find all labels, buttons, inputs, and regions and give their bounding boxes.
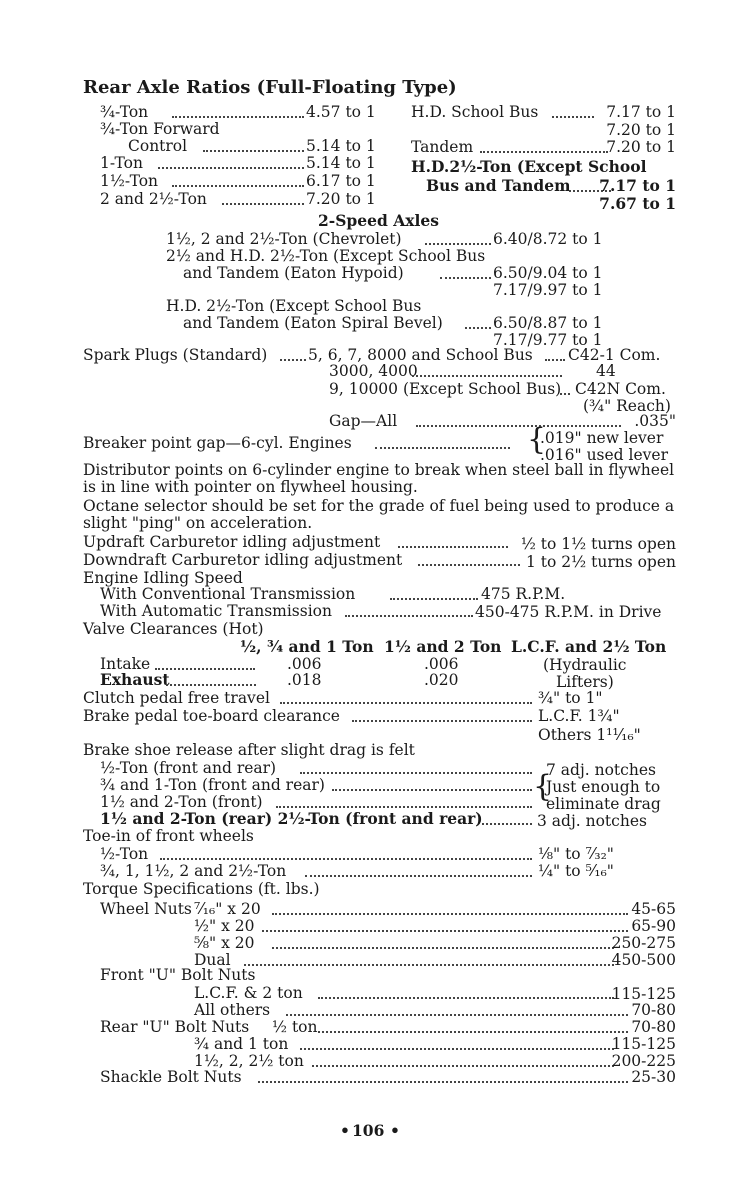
dot-leader [352,719,532,722]
brake-shoe-label: 1½ and 2-Ton (rear) 2½-Ton (front and rear) [100,809,483,828]
dot-leader [272,946,614,949]
axle-right-label: H.D. School Bus [411,103,539,121]
idle-heading: Engine Idling Speed [83,569,243,587]
breaker-label: Breaker point gap—6-cyl. Engines [83,434,352,452]
torque-value: 450-500 [611,951,676,969]
brake-pedal-value: Others 1¹¹⁄₁₆" [538,726,641,744]
spark-plugs-row-label: 5, 6, 7, 8000 and School Bus [308,346,533,364]
updraft-label: Updraft Carburetor idling adjustment [83,533,381,551]
front-u-bolt-label: Front "U" Bolt Nuts [100,966,256,984]
valve-col-header: ½, ¾ and 1 Ton [240,637,374,656]
two-speed-value: 6.40/8.72 to 1 [493,230,603,248]
dot-leader [345,614,473,617]
dot-leader [203,149,304,152]
brake-shoe-value: 7 adj. notches [546,761,656,779]
breaker-used: .016" used lever [540,446,668,464]
distributor-line: Distributor points on 6-cylinder engine to break when steel ball in flywheel [83,461,675,479]
two-speed-label: 2½ and H.D. 2½-Ton (Except School Bus [166,247,486,265]
torque-size: All others [194,1001,271,1019]
torque-size: ¾ and 1 ton [194,1035,289,1053]
torque-value: 250-275 [611,934,676,952]
torque-value: 115-125 [611,1035,676,1053]
brake-shoe-heading: Brake shoe release after slight drag is felt [83,741,415,759]
torque-value: 45-65 [631,900,676,918]
axle-right-value: 7.20 to 1 [606,121,676,139]
brace: { [533,769,553,804]
dot-leader [280,358,306,361]
axle-left-value: 7.20 to 1 [306,190,376,208]
axle-left-value: 6.17 to 1 [306,172,376,190]
valve-lifters: Lifters) [556,673,614,691]
distributor-line: is in line with pointer on flywheel housing. [83,478,418,496]
toe-in-heading: Toe-in of front wheels [83,827,254,845]
page-number-bullet: • [390,1121,400,1140]
dot-leader [390,597,478,600]
axle-right-label: Tandem [411,138,474,156]
dot-leader [158,166,304,169]
dot-leader [172,184,304,187]
two-speed-label: and Tandem (Eaton Hypoid) [183,264,404,282]
breaker-new: .019" new lever [540,429,664,447]
torque-heading: Torque Specifications (ft. lbs.) [83,880,320,898]
page-number-bullet: • [340,1121,350,1140]
valve-intake-label: Intake [100,655,151,673]
valve-exhaust-label: Exhaust [100,670,170,689]
dot-leader [276,805,532,808]
dot-leader [262,929,628,932]
dot-leader [172,115,304,118]
dot-leader [305,874,532,877]
spark-plugs-row-label: 3000, 4000 [329,362,418,380]
dot-leader [375,446,510,449]
page-number: 106 [352,1121,385,1140]
torque-size: Dual [194,951,231,969]
brake-pedal-value: L.C.F. 1¾" [538,707,620,725]
dot-leader [318,996,614,999]
spark-plugs-label: Spark Plugs (Standard) [83,346,268,364]
dot-leader [222,202,304,205]
wheel-nuts-label: Wheel Nuts [100,900,192,918]
torque-value: 70-80 [631,1018,676,1036]
valve-intake-v1: .006 [287,655,322,673]
brake-shoe-value: eliminate drag [546,795,661,813]
torque-size: 1½, 2, 2½ ton [194,1052,304,1070]
axle-right-value: 7.20 to 1 [606,138,676,156]
two-speed-label: and Tandem (Eaton Spiral Bevel) [183,314,443,332]
dot-leader [412,374,562,377]
brake-shoe-label: ½-Ton (front and rear) [100,759,277,777]
torque-value: 70-80 [631,1001,676,1019]
axle-left-label: Control [128,137,188,155]
octane-line: slight "ping" on acceleration. [83,514,313,532]
two-speed-label: H.D. 2½-Ton (Except School Bus [166,297,422,315]
torque-value: 65-90 [631,917,676,935]
shackle-label: Shackle Bolt Nuts [100,1068,242,1086]
brake-shoe-label: 1½ and 2-Ton (front) [100,793,263,811]
two-speed-label: 1½, 2 and 2½-Ton (Chevrolet) [166,230,402,248]
dot-leader [244,963,614,966]
valve-intake-v2: .006 [424,655,459,673]
brake-shoe-value: 3 adj. notches [537,812,647,830]
dot-leader [286,1013,628,1016]
axle-left-label: 1-Ton [100,154,143,172]
spark-plugs-row-value: C42N Com. [575,380,666,398]
clutch-label: Clutch pedal free travel [83,689,270,707]
axle-right-value: 7.17 to 1 [606,103,676,121]
axle-left-value: 5.14 to 1 [306,154,376,172]
toe-in-value: ⅛" to ⁷⁄₃₂" [538,845,614,863]
section-title-rear-axle: Rear Axle Ratios (Full-Floating Type) [83,77,457,98]
two-speed-value: 7.17/9.97 to 1 [493,281,603,299]
axle-left-label: ¾-Ton Forward [100,120,220,138]
two-speed-value: 6.50/8.87 to 1 [493,314,603,332]
valve-col-header: L.C.F. and 2½ Ton [511,637,667,656]
axle-left-value: 4.57 to 1 [306,103,376,121]
dot-leader [545,358,565,361]
spark-plugs-row-value: C42-1 Com. [568,346,661,364]
brake-shoe-label: ¾ and 1-Ton (front and rear) [100,776,325,794]
torque-size: ⁷⁄₁₆" x 20 [194,900,261,918]
toe-in-label: ½-Ton [100,845,149,863]
dot-leader [318,1030,628,1033]
axle-left-label: 2 and 2½-Ton [100,190,207,208]
brake-pedal-label: Brake pedal toe-board clearance [83,707,340,725]
idle-auto-label: With Automatic Transmission [100,602,332,620]
spark-plugs-row-value: 44 [596,362,616,380]
idle-auto-value: 450-475 R.P.M. in Drive [475,603,662,621]
dot-leader [160,857,532,860]
rear-u-bolt-label: Rear "U" Bolt Nuts [100,1018,250,1036]
idle-conv-value: 475 R.P.M. [481,585,566,603]
axle-right-value: 7.17 to 1 [599,176,676,195]
valve-hydraulic: (Hydraulic [543,656,627,674]
spark-plugs-reach: (¾" Reach) [583,397,671,415]
axle-left-label: 1½-Ton [100,172,159,190]
dot-leader [425,242,491,245]
dot-leader [258,1080,628,1083]
valve-heading: Valve Clearances (Hot) [83,620,264,638]
dot-leader [300,771,532,774]
axle-right-label: H.D.2½-Ton (Except School [411,157,647,176]
dot-leader [398,545,508,548]
torque-size: ⅝" x 20 [194,934,255,952]
torque-value: 25-30 [631,1068,676,1086]
clutch-value: ¾" to 1" [538,689,603,707]
valve-exhaust-v2: .020 [424,671,459,689]
brace: { [527,422,547,457]
axle-right-label: Bus and Tandem [426,176,571,195]
dot-leader [166,683,256,686]
spark-gap-label: Gap—All [329,412,398,430]
downdraft-value: 1 to 2½ turns open [526,553,676,571]
torque-size: ½ ton [272,1018,318,1036]
torque-size: L.C.F. & 2 ton [194,984,303,1002]
valve-exhaust-v1: .018 [287,671,322,689]
valve-col-header: 1½ and 2 Ton [384,637,502,656]
two-speed-value: 6.50/9.04 to 1 [493,264,603,282]
dot-leader [560,392,570,395]
torque-value: 115-125 [611,985,676,1003]
torque-size: ½" x 20 [194,917,255,935]
dot-leader [440,276,491,279]
updraft-value: ½ to 1½ turns open [520,535,676,553]
idle-conv-label: With Conventional Transmission [100,585,356,603]
axle-right-value: 7.67 to 1 [599,194,676,213]
dot-leader [482,822,532,825]
spark-gap-value: .035" [634,412,676,430]
toe-in-label: ¾, 1, 1½, 2 and 2½-Ton [100,862,287,880]
brake-shoe-value: Just enough to [546,778,661,796]
axle-left-value: 5.14 to 1 [306,137,376,155]
spark-plugs-row-label: 9, 10000 (Except School Bus) [329,380,562,398]
toe-in-value: ¼" to ⁵⁄₁₆" [538,862,614,880]
dot-leader [332,788,532,791]
dot-leader [155,667,255,670]
downdraft-label: Downdraft Carburetor idling adjustment [83,551,403,569]
dot-leader [280,701,532,704]
torque-value: 200-225 [611,1052,676,1070]
dot-leader [465,326,491,329]
dot-leader [272,912,628,915]
dot-leader [312,1064,614,1067]
octane-line: Octane selector should be set for the grade of fuel being used to produce a [83,497,675,515]
two-speed-heading: 2-Speed Axles [318,211,439,230]
dot-leader [300,1047,614,1050]
two-speed-value: 7.17/9.77 to 1 [493,331,603,349]
axle-left-label: ¾-Ton [100,103,149,121]
